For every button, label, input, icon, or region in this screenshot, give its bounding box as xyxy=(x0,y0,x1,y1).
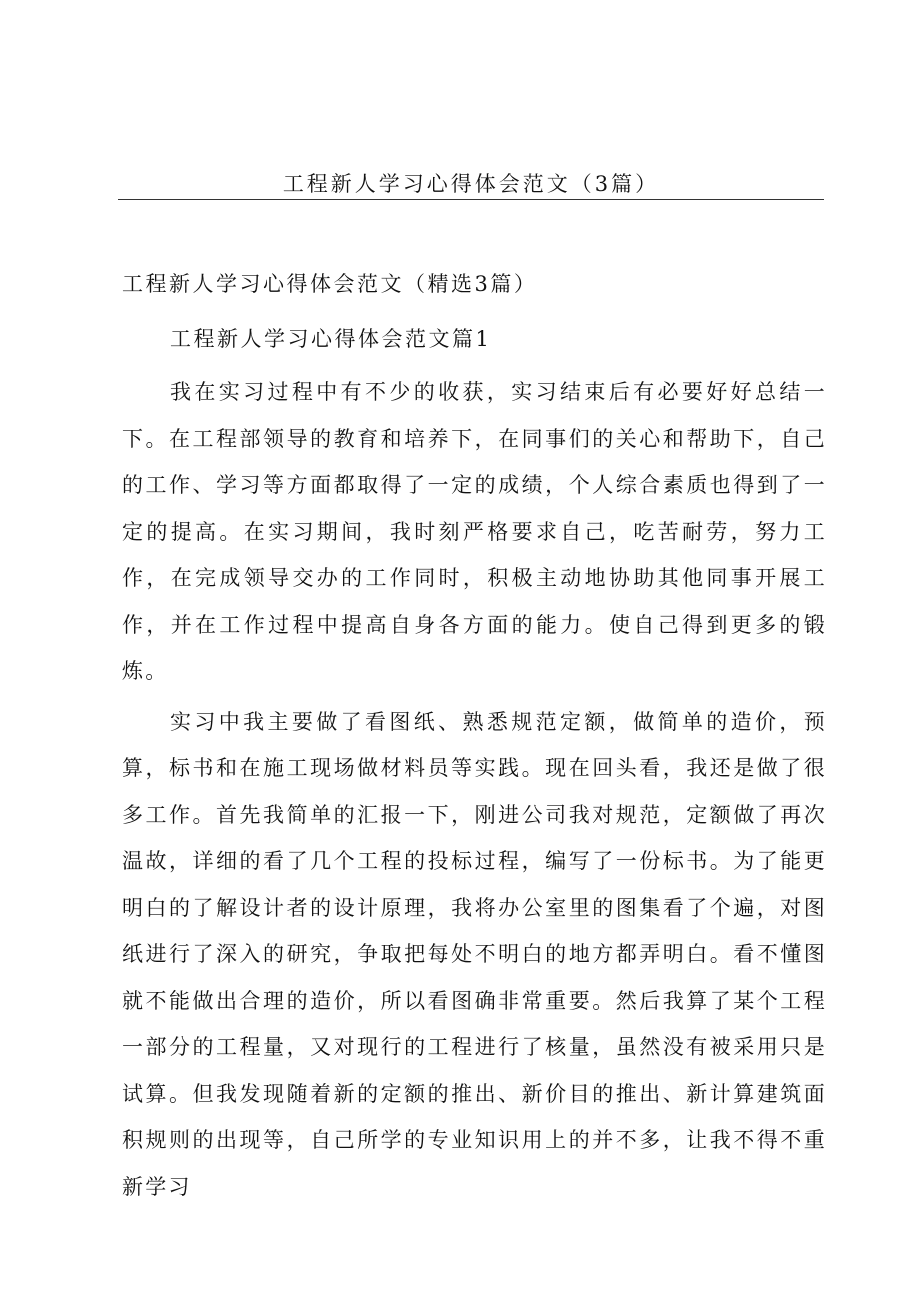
page-header xyxy=(118,170,824,200)
header-title: 工程新人学习心得体会范文（3篇） xyxy=(282,172,660,196)
paragraph-1: 我在实习过程中有不少的收获，实习结束后有必要好好总结一下。在工程部领导的教育和培养下，在同事们的关心和帮助下，自己的工作、学习等方面都取得了一定的成绩，个人综合素质也得到了一定的提高。在实习期间，我时刻严格要求自己，吃苦耐劳，努力工作，在完成领导交办的工作同时，积极主动地协助其他同事开展工作，并在工作过程中提高自身各方面的能力。使自己得到更多的锻炼。 xyxy=(122,380,827,683)
document-body xyxy=(122,264,827,1214)
paragraph-2: 实习中我主要做了看图纸、熟悉规范定额，做简单的造价，预算，标书和在施工现场做材料员等实践。现在回头看，我还是做了很多工作。首先我简单的汇报一下，刚进公司我对规范，定额做了再次温故，详细的看了几个工程的投标过程，编写了一份标书。为了能更明白的了解设计者的设计原理，我将办公室里的图集看了个遍，对图纸进行了深入的研究，争取把每处不明白的地方都弄明白。看不懂图就不能做出合理的造价，所以看图确非常重要。然后我算了某个工程一部分的工程量，又对现行的工程进行了核量，虽然没有被采用只是试算。但我发现随着新的定额的推出、新价目的推出、新计算建筑面积规则的出现等，自己所学的专业知识用上的并不多，让我不得不重新学习 xyxy=(122,709,827,1199)
document-subtitle: 工程新人学习心得体会范文（精选3篇） xyxy=(122,272,538,296)
section-heading: 工程新人学习心得体会范文篇1 xyxy=(170,327,492,351)
